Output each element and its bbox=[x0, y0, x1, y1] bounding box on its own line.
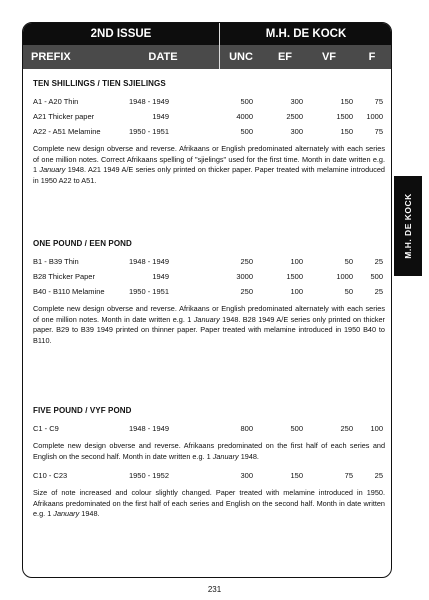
side-tab-label: M.H. DE KOCK bbox=[403, 193, 413, 259]
cell-ef: 150 bbox=[290, 471, 303, 481]
cell-prefix: A21 Thicker paper bbox=[33, 112, 95, 121]
description-text: 1948. A21 1949 A/E series only printed on thicker paper. Paper treated with melamine introduced in 1950 A22 to A51. bbox=[33, 165, 385, 185]
column-header-unc: UNC bbox=[229, 51, 253, 63]
description-text: Complete new design obverse and reverse. Afrikaans predominated on the first half of each series and English on the second half. Month in date written e.g. 1 bbox=[33, 441, 385, 461]
description-text: 1948. bbox=[238, 451, 259, 461]
description-text: 1948. bbox=[79, 509, 100, 519]
cell-unc: 250 bbox=[240, 257, 253, 266]
cell-date: 1948 - 1949 bbox=[128, 97, 169, 106]
issue-title: 2ND ISSUE bbox=[90, 28, 152, 40]
table-row bbox=[33, 284, 385, 299]
table-row bbox=[33, 254, 385, 269]
cell-unc: 250 bbox=[240, 287, 253, 296]
cell-f: 25 bbox=[374, 257, 383, 266]
table-row bbox=[33, 94, 385, 109]
cell-date: 1950 - 1952 bbox=[128, 471, 169, 481]
cell-unc: 500 bbox=[240, 127, 253, 136]
description-text: Complete new design obverse and reverse. Afrikaans or English predominated alternately with each series of one million notes. Correct Afrikaans spelling of "sjielings" used for the first time. Month in date written e.g. 1 bbox=[33, 144, 385, 175]
side-tab bbox=[394, 176, 422, 276]
catalogue-page-frame bbox=[22, 22, 392, 578]
cell-prefix: A22 - A51 Melamine bbox=[33, 127, 101, 136]
section-title: FIVE POUND / VYF POND bbox=[33, 406, 132, 415]
section-five-pound bbox=[33, 406, 385, 526]
section-description bbox=[33, 144, 385, 186]
cell-unc: 500 bbox=[240, 97, 253, 106]
cell-f: 1000 bbox=[366, 112, 383, 121]
cell-vf: 1000 bbox=[336, 272, 353, 281]
table-row bbox=[33, 124, 385, 139]
cell-f: 100 bbox=[370, 424, 383, 433]
table-row bbox=[33, 269, 385, 284]
cell-ef: 300 bbox=[290, 127, 303, 136]
description-italic: January bbox=[193, 314, 220, 324]
cell-date: 1950 - 1951 bbox=[128, 127, 169, 136]
table-row bbox=[33, 109, 385, 124]
cell-date: 1950 - 1951 bbox=[128, 287, 169, 296]
description-italic: January bbox=[212, 451, 239, 461]
header-divider bbox=[219, 23, 220, 69]
section-one-pound bbox=[33, 239, 385, 352]
cell-vf: 1500 bbox=[336, 112, 353, 121]
description-text: 1948. B28 1949 A/E series only printed on thicker paper. B29 to B39 1949 printed on thinner paper. Paper treated with melamine introduced in 1950 B40 to B110. bbox=[33, 314, 385, 345]
description-text: Size of note increased and colour slightly changed. Paper treated with melamine introduced in 1950. Afrikaans predominated on the first half of each series and English on the second half. Month in date written e.g. 1 bbox=[33, 488, 385, 519]
section-description bbox=[33, 441, 385, 462]
page-number: 231 bbox=[207, 585, 222, 594]
cell-prefix: B28 Thicker Paper bbox=[33, 272, 95, 281]
column-header-vf: VF bbox=[321, 51, 337, 63]
cell-vf: 50 bbox=[344, 257, 353, 266]
cell-date: 1948 - 1949 bbox=[128, 424, 169, 433]
cell-vf: 250 bbox=[340, 424, 353, 433]
cell-ef: 100 bbox=[290, 287, 303, 296]
section-ten-shillings bbox=[33, 79, 385, 192]
cell-f: 500 bbox=[370, 272, 383, 281]
cell-date: 1949 bbox=[152, 112, 169, 121]
cell-unc: 300 bbox=[240, 471, 253, 481]
description-italic: January bbox=[53, 509, 80, 519]
section-title: TEN SHILLINGS / TIEN SJIELINGS bbox=[33, 79, 166, 88]
cell-prefix: A1 - A20 Thin bbox=[33, 97, 79, 106]
cell-ef: 100 bbox=[290, 257, 303, 266]
cell-vf: 75 bbox=[344, 471, 353, 481]
cell-vf: 50 bbox=[344, 287, 353, 296]
cell-prefix: B40 - B110 Melamine bbox=[33, 287, 105, 296]
cell-unc: 800 bbox=[240, 424, 253, 433]
column-header-date: DATE bbox=[148, 51, 178, 63]
cell-vf: 150 bbox=[340, 97, 353, 106]
section-description bbox=[33, 304, 385, 346]
column-header-bar bbox=[23, 45, 391, 69]
cell-ef: 2500 bbox=[286, 112, 303, 121]
column-header-prefix: PREFIX bbox=[31, 51, 71, 63]
cell-f: 25 bbox=[374, 471, 383, 481]
cell-ef: 1500 bbox=[286, 272, 303, 281]
cell-ef: 500 bbox=[290, 424, 303, 433]
section-title: ONE POUND / EEN POND bbox=[33, 239, 132, 248]
cell-unc: 3000 bbox=[236, 272, 253, 281]
cell-prefix: C10 - C23 bbox=[33, 471, 68, 481]
section-description bbox=[33, 488, 385, 520]
cell-ef: 300 bbox=[290, 97, 303, 106]
author-title: M.H. DE KOCK bbox=[265, 28, 347, 40]
cell-date: 1948 - 1949 bbox=[128, 257, 169, 266]
header-top-bar bbox=[23, 23, 391, 45]
cell-unc: 4000 bbox=[236, 112, 253, 121]
cell-date: 1949 bbox=[152, 272, 169, 281]
cell-f: 75 bbox=[374, 127, 383, 136]
cell-f: 75 bbox=[374, 97, 383, 106]
cell-prefix: B1 - B39 Thin bbox=[33, 257, 79, 266]
table-row bbox=[33, 468, 385, 483]
description-text: Complete new design obverse and reverse. Afrikaans or English predominated alternately with each series of one million notes. Month in date written e.g. 1 bbox=[33, 304, 385, 324]
cell-f: 25 bbox=[374, 287, 383, 296]
cell-vf: 150 bbox=[340, 127, 353, 136]
description-italic: January bbox=[39, 165, 66, 175]
table-row bbox=[33, 421, 385, 436]
column-header-f: F bbox=[368, 51, 376, 63]
column-header-ef: EF bbox=[277, 51, 293, 63]
cell-prefix: C1 - C9 bbox=[33, 424, 59, 433]
